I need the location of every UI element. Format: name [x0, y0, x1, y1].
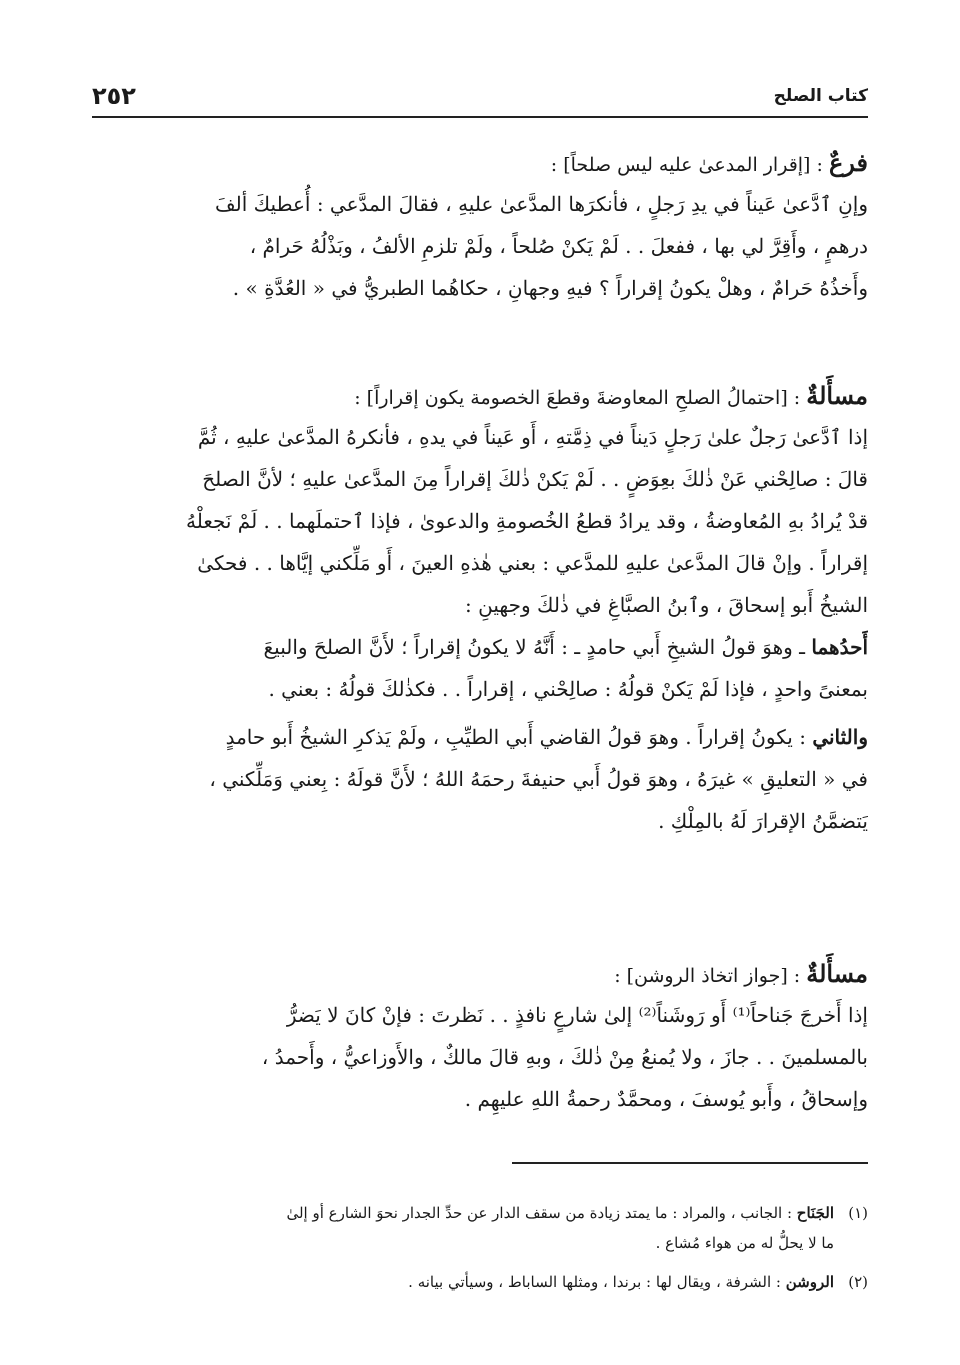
text-line: وأَخذُهُ حَرامٌ ، وهلْ يكونُ إقراراً ؟ فيهِ وجهانِ ، حكاهُما الطبريُّ في « العُدَّةِ » .	[232, 276, 868, 300]
footnote-number: (٢)	[848, 1273, 868, 1291]
page-number: ٢٥٢	[92, 82, 136, 110]
text-line: بمعنىً واحدٍ ، فإذا لَمْ يَكنْ قولُهُ : صالِحْني ، إقراراً . . فكذٰلكَ قولُهُ : بعني .	[268, 677, 868, 701]
section-masala-2	[92, 954, 868, 1120]
footnote-text: : الجانب ، والمراد : ما يمتد زيادة من سقف الدار عن حدِّ الجدار نحوَ الشارع أو إلىٰ	[286, 1204, 797, 1222]
text-line: وإنِ ٱدَّعىٰ عَيناً في يدِ رَجلٍ ، فأنكرَها المدَّعىٰ عليهِ ، فقالَ المدَّعي : أُعطيكَ ألفَ	[214, 192, 868, 216]
footnote-text: : الشرفة ، ويقال لها : برندا ، ومثلها الساباط ، وسيأتي بيانه .	[408, 1273, 786, 1291]
footnote-line	[92, 1198, 868, 1228]
footnote-divider	[512, 1162, 868, 1164]
text-line: في « التعليقِ » غيرَهُ ، وهوَ قولُ أَبي حنيفةَ رحمَهُ اللهُ ؛ لأَنَّ قولَهُ : بِعني وَمَلِّكني ،	[209, 767, 868, 791]
footnote-number: (١)	[848, 1204, 868, 1222]
text-line: إقراراً . وإنْ قالَ المدَّعىٰ عليهِ للمدَّعي : بعني هٰذهِ العينَ ، أَو مَلِّكني إيَّاها . . فحكىٰ	[197, 551, 868, 575]
heading-title: : [جواز اتخاذ الروشن] :	[614, 965, 807, 987]
text-run: : يكونُ إقراراً . وهوَ قولُ القاضي أَبي الطيِّبِ ، ولَمْ يَذكرِ الشيخُ أَبو حامدٍ	[225, 725, 813, 749]
book-title: كتاب الصلح	[773, 86, 868, 106]
text-line: وإسحاقُ ، وأَبو يُوسفَ ، ومحمَّدٌ رحمةُ اللهِ عليهِم .	[464, 1087, 868, 1111]
page-header	[92, 82, 868, 118]
paragraph-lead: أَحدُهما	[811, 635, 868, 659]
text-line: إذا أَخرجَ جَناحاً⁽¹⁾ أَو رَوشَناً⁽²⁾ إلىٰ شارعٍ نافذٍ . . نَظرتَ : فإنْ كانَ لا يَضرُّ	[286, 1003, 868, 1027]
footnote-line	[92, 1267, 868, 1297]
section-masala-1	[92, 376, 868, 842]
paragraph-lead: والثاني	[812, 725, 868, 749]
text-run: ـ وهوَ قولُ الشيخِ أَبي حامدٍ ـ : أَنَّهُ لا يكونُ إقراراً ؛ لأَنَّ الصلحَ والبيعَ	[263, 635, 812, 659]
footnote-1	[92, 1198, 868, 1258]
section-heading	[92, 376, 868, 416]
section-heading	[92, 954, 868, 994]
text-line: يَتضمَّنُ الإقرارَ لَهُ بالمِلْكِ .	[658, 809, 868, 833]
text-line: إذا ٱدَّعىٰ رَجلٌ علىٰ رَجلٍ دَيناً في ذِمَّتهِ ، أَو عَيناً في يدهِ ، فأنكرهُ المدَّعىٰ عليهِ ، ثُمَّ	[197, 425, 868, 449]
section-far	[92, 143, 868, 309]
heading-keyword: فرعٌ	[828, 148, 868, 177]
text-line	[92, 716, 868, 758]
heading-keyword: مسأَلةٌ	[806, 381, 868, 410]
text-line	[92, 626, 868, 668]
footnote-line: ما لا يحلُّ له من هواء مُشاع .	[655, 1234, 834, 1252]
footnote-term: الجَنَاح	[796, 1204, 834, 1222]
section-heading	[92, 143, 868, 183]
text-line: قالَ : صالِحْني عَنْ ذٰلكَ بعِوَضٍ . . لَمْ يَكنْ ذٰلكَ إقراراً مِنَ المدَّعىٰ عليهِ ؛ لأنَّ الصلحَ	[202, 467, 868, 491]
text-line: درهمٍ ، وأَقِرَّ لي بها ، ففعلَ . . لَمْ يَكنْ صُلحاً ، ولَمْ تلزمِ الألفُ ، وبَذْلُهُ حَرامٌ ،	[249, 234, 868, 258]
heading-keyword: مسأَلةٌ	[806, 959, 868, 988]
footnote-2	[92, 1267, 868, 1297]
footnote-term: الروشن	[785, 1273, 834, 1291]
text-line: قدْ يُرادُ بهِ المُعاوضةُ ، وقد يرادُ قطعُ الخُصومةِ والدعوىٰ ، فإذا ٱحتملَهما . . لَمْ نَجعلْهُ	[185, 509, 868, 533]
text-line: الشيخُ أَبو إسحاقَ ، وٱبنُ الصبَّاغِ في ذٰلكَ وجهينِ :	[465, 593, 868, 617]
text-line: بالمسلمينَ . . جازَ ، ولا يُمنعُ مِنْ ذٰلكَ ، وبهِ قالَ مالكٌ ، والأَوزاعيُّ ، وأَحمدُ ،	[261, 1045, 868, 1069]
heading-title: : [احتمالُ الصلحِ المعاوضةَ وقطعَ الخصومة يكون إقراراً] :	[354, 387, 807, 409]
heading-title: : [إقرار المدعىٰ عليه ليس صلحاً] :	[550, 154, 829, 176]
